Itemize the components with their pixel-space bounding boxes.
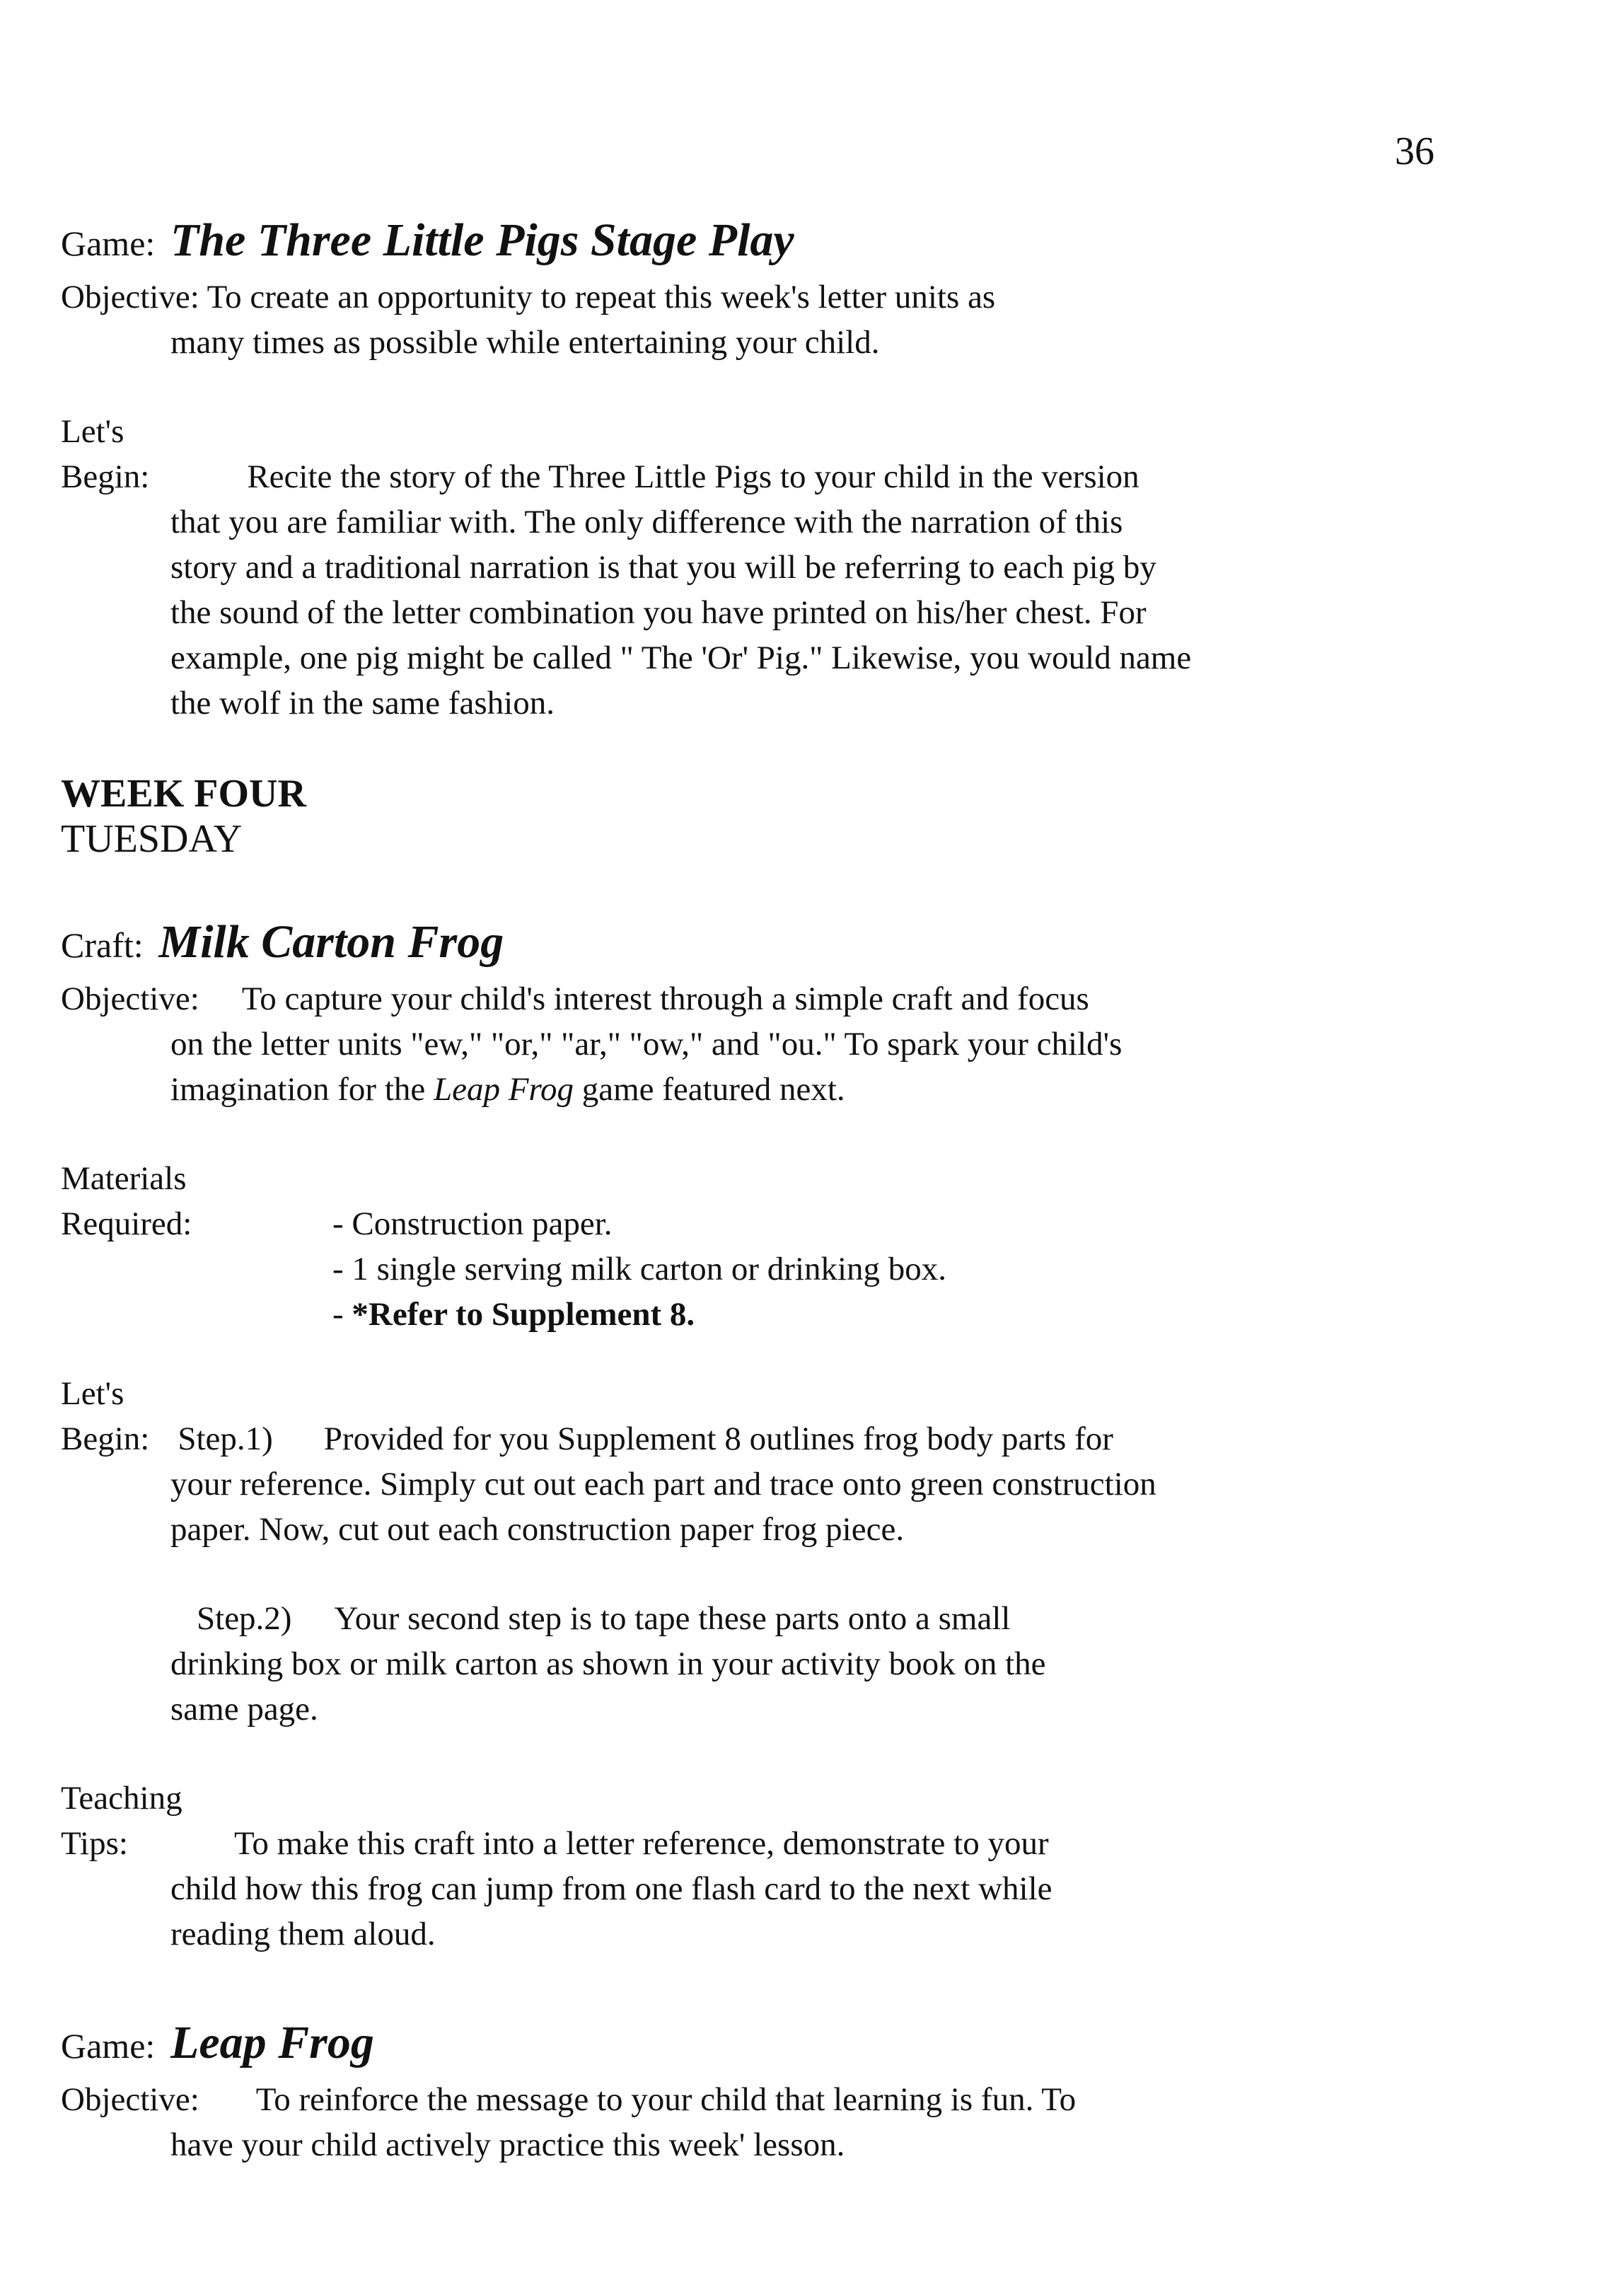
step2-text: Your second step is to tape these parts onto a small bbox=[334, 1600, 1011, 1637]
objective-line bbox=[61, 2077, 1405, 2122]
tips-text: reading them aloud. bbox=[170, 1916, 436, 1952]
objective-text: To capture your child's interest through a simple craft and focus bbox=[241, 980, 1089, 1017]
materials-dash: - bbox=[332, 1296, 352, 1333]
step1-text: Provided for you Supplement 8 outlines frog body parts for bbox=[323, 1420, 1113, 1457]
leap-frog-reference: Leap Frog bbox=[433, 1071, 574, 1108]
objective-text bbox=[61, 1067, 1405, 1112]
objective-line bbox=[61, 274, 1405, 320]
materials-item: - 1 single serving milk carton or drinking box. bbox=[332, 1251, 947, 1287]
game-label: Game: bbox=[61, 224, 156, 263]
craft-milk-carton-frog-section bbox=[61, 916, 1405, 1957]
week-heading-block bbox=[61, 771, 1405, 862]
tips-line bbox=[61, 1821, 1405, 1866]
step2-text: drinking box or milk carton as shown in your activity book on the bbox=[170, 1645, 1046, 1682]
objective-text-post: game featured next. bbox=[574, 1071, 845, 1108]
step1-label: Step.1) bbox=[178, 1420, 273, 1457]
objective-text-pre: imagination for the bbox=[170, 1071, 434, 1108]
begin-label-line1: Let's bbox=[61, 413, 124, 450]
game-title: Leap Frog bbox=[170, 2017, 374, 2068]
step2-text: same page. bbox=[170, 1691, 318, 1727]
materials-item-supplement bbox=[332, 1292, 695, 1337]
objective-text: many times as possible while entertaining your child. bbox=[170, 324, 880, 361]
begin-label-line1: Let's bbox=[61, 1375, 124, 1412]
begin-text: that you are familiar with. The only difference with the narration of this bbox=[170, 504, 1123, 540]
page-number: 36 bbox=[1395, 129, 1434, 173]
objective-label: Objective: bbox=[61, 2081, 199, 2118]
tips-label-line2: Tips: bbox=[61, 1825, 128, 1862]
begin-line bbox=[61, 454, 1405, 499]
tips-text: To make this craft into a letter reference, demonstrate to your bbox=[233, 1825, 1049, 1862]
objective-line bbox=[61, 976, 1405, 1021]
supplement-reference: *Refer to Supplement 8. bbox=[352, 1296, 695, 1333]
objective-text: To create an opportunity to repeat this week's letter units as bbox=[207, 279, 996, 316]
materials-label-line1: Materials bbox=[61, 1160, 187, 1197]
step2-label: Step.2) bbox=[197, 1600, 292, 1637]
begin-text: the wolf in the same fashion. bbox=[170, 685, 555, 722]
week-heading: WEEK FOUR bbox=[61, 772, 306, 816]
craft-title: Milk Carton Frog bbox=[158, 916, 504, 968]
materials-block bbox=[61, 1156, 1405, 1337]
materials-item: - Construction paper. bbox=[332, 1205, 613, 1242]
materials-label-line2: Required: bbox=[61, 1205, 192, 1242]
step1-text: paper. Now, cut out each construction paper frog piece. bbox=[170, 1511, 905, 1548]
begin-label-line2: Begin: bbox=[61, 458, 150, 495]
begin-label-line2: Begin: bbox=[61, 1420, 150, 1457]
step1-text: your reference. Simply cut out each part and trace onto green construction bbox=[170, 1466, 1156, 1503]
begin-text: example, one pig might be called " The 'Or' Pig." Likewise, you would name bbox=[170, 639, 1192, 676]
game-title-row bbox=[61, 214, 1405, 274]
begin-text: Recite the story of the Three Little Pigs to your child in the version bbox=[247, 458, 1139, 495]
game-title-row bbox=[61, 2017, 1405, 2077]
craft-title-row bbox=[61, 916, 1405, 976]
objective-text: To reinforce the message to your child that learning is fun. To bbox=[255, 2081, 1077, 2118]
game-title: The Three Little Pigs Stage Play bbox=[170, 214, 794, 266]
step1-line bbox=[61, 1416, 1405, 1462]
game-leap-frog-section bbox=[61, 2017, 1405, 2167]
objective-label: Objective: bbox=[61, 980, 199, 1017]
begin-text: the sound of the letter combination you have printed on his/her chest. For bbox=[170, 594, 1147, 631]
objective-text: have your child actively practice this week' lesson. bbox=[170, 2126, 845, 2163]
craft-label: Craft: bbox=[61, 925, 144, 965]
begin-text: story and a traditional narration is that you will be referring to each pig by bbox=[170, 549, 1156, 586]
objective-text: on the letter units "ew," "or," "ar," "ow," and "ou." To spark your child's bbox=[170, 1026, 1123, 1063]
day-heading: TUESDAY bbox=[61, 817, 243, 861]
game-three-little-pigs-section bbox=[61, 214, 1405, 726]
tips-label-line1: Teaching bbox=[61, 1780, 182, 1817]
objective-label: Objective: bbox=[61, 279, 199, 316]
tips-text: child how this frog can jump from one flash card to the next while bbox=[170, 1870, 1052, 1907]
game-label: Game: bbox=[61, 2026, 156, 2066]
step2-line bbox=[61, 1596, 1405, 1641]
